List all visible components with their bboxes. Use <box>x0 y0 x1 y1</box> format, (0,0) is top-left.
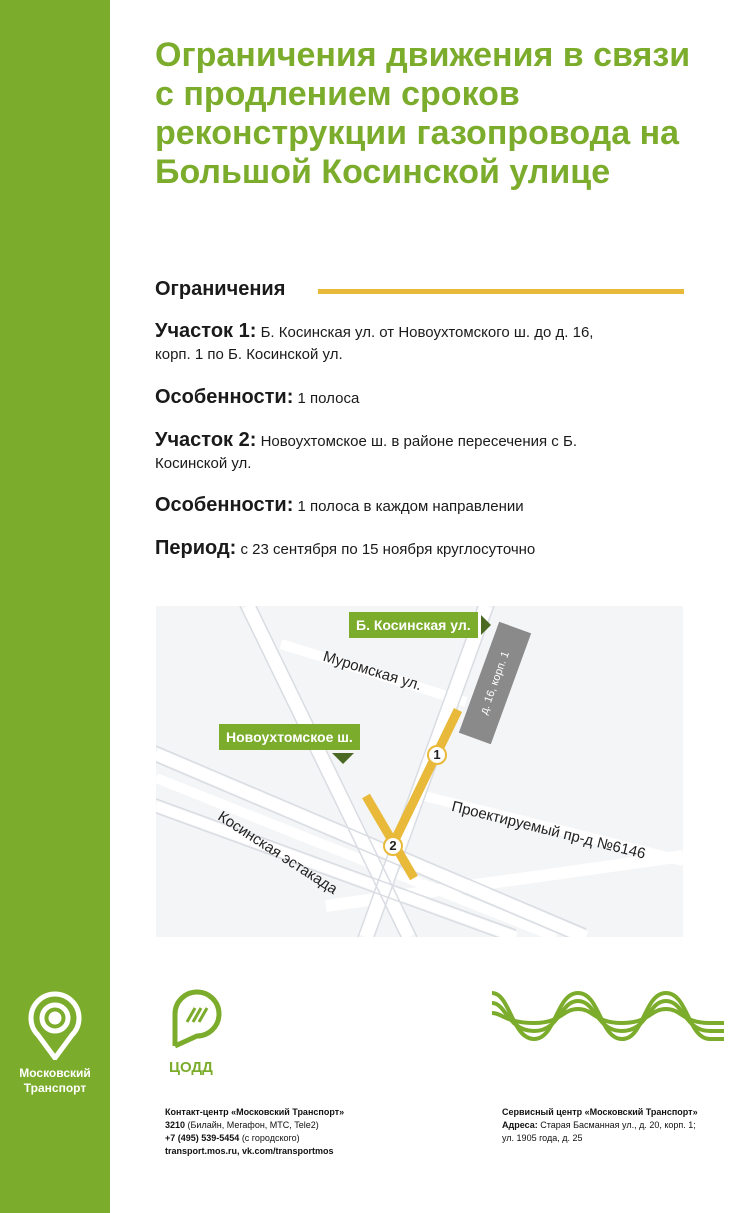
entry-section-2 <box>155 429 625 475</box>
page-title: Ограничения движения в связи с продлением сроков реконструкции газопровода на Большой Косинской улице <box>155 36 691 191</box>
section-badge-2: 2 <box>383 836 403 856</box>
street-muromskaya: Муромская ул. <box>321 648 424 695</box>
entry-features-1 <box>155 386 625 410</box>
restricted-segment-1 <box>392 710 458 846</box>
entry-features-2 <box>155 494 625 518</box>
tag-pointer-icon <box>332 753 354 764</box>
entry-section-1 <box>155 320 625 366</box>
entry-label: Особенности: <box>155 386 294 408</box>
tag-pointer-icon <box>481 615 491 635</box>
entry-label: Особенности: <box>155 494 294 516</box>
contact-right-title: Сервисный центр «Московский Транспорт» <box>502 1107 698 1117</box>
address-line-1: Старая Басманная ул., д. 20, корп. 1; <box>537 1120 696 1130</box>
address-label: Адреса: <box>502 1120 538 1130</box>
tag-novoukhtomskoe: Новоухтомское ш. <box>219 724 360 750</box>
codd-logo <box>163 984 233 1076</box>
entry-text: Б. Косинская ул. от Новоухтомского ш. до д. 16, корп. 1 по Б. Косинской ул. <box>155 324 594 363</box>
moscow-transport-emblem-icon <box>20 988 90 1060</box>
tag-kosinskaya: Б. Косинская ул. <box>349 612 478 638</box>
service-center-info <box>502 1106 698 1145</box>
contact-operators: (Билайн, Мегафон, МТС, Tele2) <box>185 1120 319 1130</box>
mt-logo-line2: Транспорт <box>23 1081 87 1095</box>
codd-emblem-icon <box>163 984 225 1050</box>
entry-label: Участок 1: <box>155 320 257 342</box>
section-heading: Ограничения <box>155 278 286 300</box>
entry-text: с 23 сентября по 15 ноября круглосуточно <box>240 541 536 558</box>
codd-logo-text: ЦОДД <box>169 1059 213 1076</box>
contact-phone-short: 3210 <box>165 1120 186 1130</box>
mt-logo-line1: Московский <box>19 1066 91 1080</box>
entry-text: 1 полоса <box>297 390 360 407</box>
street-proektiruemy: Проектируемый пр-д №6146 <box>449 798 648 863</box>
address-line-2: ул. 1905 года, д. 25 <box>502 1133 583 1143</box>
entry-period <box>155 537 625 561</box>
contact-center-info <box>165 1106 344 1158</box>
decorative-waves-icon <box>490 985 726 1047</box>
entry-text: 1 полоса в каждом направлении <box>297 498 524 515</box>
street-estakada: Косинская эстакада <box>214 808 341 898</box>
map-roads <box>156 606 683 937</box>
house-label: д. 16, корп. 1 <box>478 649 512 717</box>
route-map <box>156 606 683 937</box>
section-divider <box>318 289 684 294</box>
entry-label: Участок 2: <box>155 429 257 451</box>
green-sidebar <box>0 0 110 1213</box>
entry-text: Новоухтомское ш. в районе пересечения с Б. Косинской ул. <box>155 433 577 472</box>
contact-phone-full: +7 (495) 539-5454 <box>165 1133 240 1143</box>
section-badge-1: 1 <box>427 745 447 765</box>
entry-label: Период: <box>155 537 237 559</box>
moscow-transport-logo <box>10 988 100 1096</box>
contact-phone-note: (с городского) <box>239 1133 300 1143</box>
contact-left-title: Контакт-центр «Московский Транспорт» <box>165 1107 345 1117</box>
contact-links[interactable]: transport.mos.ru, vk.com/transportmos <box>165 1146 334 1156</box>
